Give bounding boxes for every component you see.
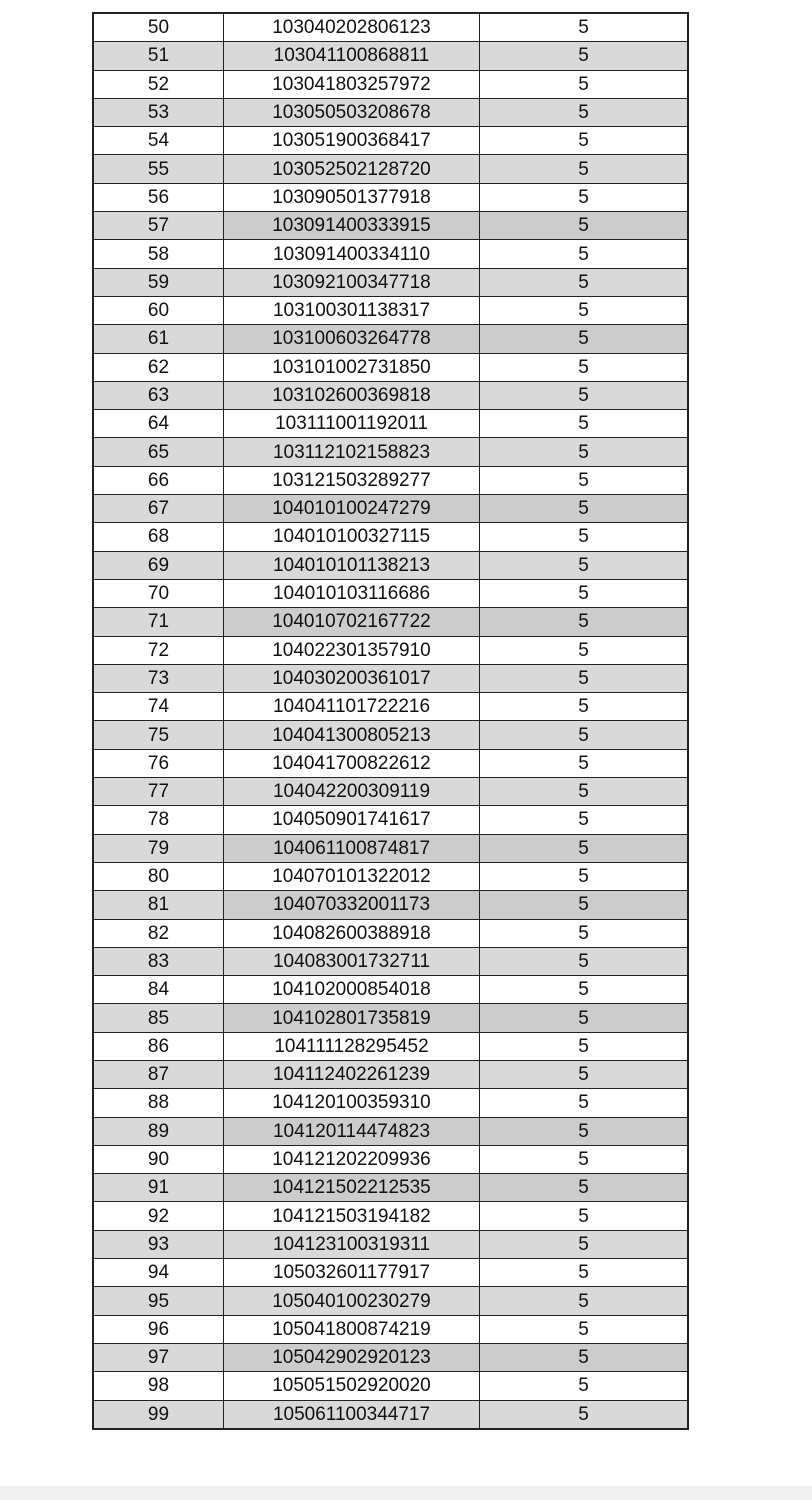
score-cell: 5 [480,438,689,466]
table-row [93,296,688,324]
score-cell: 5 [480,806,689,834]
table-row [93,1343,688,1371]
bottom-strip [0,1486,812,1500]
table-row [93,42,688,70]
row-number-cell: 99 [93,1400,224,1429]
score-cell: 5 [480,523,689,551]
id-cell: 104010101138213 [224,551,480,579]
table-row [93,919,688,947]
id-cell: 104120100359310 [224,1089,480,1117]
id-cell: 103052502128720 [224,155,480,183]
row-number-cell: 60 [93,296,224,324]
id-cell: 104030200361017 [224,664,480,692]
table-row [93,353,688,381]
id-cell: 103101002731850 [224,353,480,381]
row-number-cell: 51 [93,42,224,70]
table-row [93,1089,688,1117]
score-cell: 5 [480,579,689,607]
score-cell: 5 [480,127,689,155]
score-cell: 5 [480,1174,689,1202]
table-row [93,410,688,438]
row-number-cell: 93 [93,1230,224,1258]
id-cell: 104050901741617 [224,806,480,834]
id-cell: 104010100247279 [224,495,480,523]
table-row [93,664,688,692]
row-number-cell: 86 [93,1032,224,1060]
id-cell: 104041700822612 [224,749,480,777]
table-row [93,693,688,721]
score-cell: 5 [480,721,689,749]
score-cell: 5 [480,947,689,975]
row-number-cell: 53 [93,98,224,126]
table-row [93,976,688,1004]
row-number-cell: 76 [93,749,224,777]
table-row [93,1315,688,1343]
id-cell: 104022301357910 [224,636,480,664]
row-number-cell: 79 [93,834,224,862]
score-cell: 5 [480,664,689,692]
row-number-cell: 78 [93,806,224,834]
score-cell: 5 [480,1287,689,1315]
score-cell: 5 [480,353,689,381]
id-cell: 103100301138317 [224,296,480,324]
table-row [93,240,688,268]
score-cell: 5 [480,749,689,777]
table-row [93,466,688,494]
score-cell: 5 [480,296,689,324]
table-row [93,1117,688,1145]
row-number-cell: 55 [93,155,224,183]
table-row [93,183,688,211]
score-cell: 5 [480,466,689,494]
table-row [93,947,688,975]
score-cell: 5 [480,778,689,806]
table-row [93,1032,688,1060]
score-cell: 5 [480,1117,689,1145]
id-cell: 104010702167722 [224,608,480,636]
table-row [93,891,688,919]
score-cell: 5 [480,155,689,183]
row-number-cell: 74 [93,693,224,721]
row-number-cell: 65 [93,438,224,466]
table-row [93,636,688,664]
id-cell: 103112102158823 [224,438,480,466]
table-row [93,70,688,98]
id-cell: 105032601177917 [224,1259,480,1287]
table-row [93,1004,688,1032]
score-cell: 5 [480,1060,689,1088]
score-cell: 5 [480,13,689,42]
row-number-cell: 73 [93,664,224,692]
id-cell: 103090501377918 [224,183,480,211]
score-cell: 5 [480,381,689,409]
score-cell: 5 [480,1343,689,1371]
id-cell: 103040202806123 [224,13,480,42]
row-number-cell: 91 [93,1174,224,1202]
score-cell: 5 [480,862,689,890]
row-number-cell: 82 [93,919,224,947]
table-row [93,1202,688,1230]
id-cell: 103041100868811 [224,42,480,70]
id-cell: 104010103116686 [224,579,480,607]
table-row [93,721,688,749]
row-number-cell: 68 [93,523,224,551]
score-cell: 5 [480,42,689,70]
id-cell: 103121503289277 [224,466,480,494]
score-cell: 5 [480,1259,689,1287]
row-number-cell: 62 [93,353,224,381]
score-cell: 5 [480,1230,689,1258]
score-cell: 5 [480,1372,689,1400]
row-number-cell: 66 [93,466,224,494]
score-cell: 5 [480,1400,689,1429]
score-cell: 5 [480,212,689,240]
table-row [93,608,688,636]
id-cell: 104121202209936 [224,1145,480,1173]
row-number-cell: 71 [93,608,224,636]
id-cell: 105042902920123 [224,1343,480,1371]
row-number-cell: 89 [93,1117,224,1145]
id-cell: 103100603264778 [224,325,480,353]
table-row [93,1174,688,1202]
id-cell: 105061100344717 [224,1400,480,1429]
row-number-cell: 75 [93,721,224,749]
id-cell: 104070332001173 [224,891,480,919]
id-cell: 104010100327115 [224,523,480,551]
table-row [93,523,688,551]
table-row [93,268,688,296]
table-row [93,127,688,155]
id-cell: 104123100319311 [224,1230,480,1258]
table-row [93,381,688,409]
id-cell: 104121503194182 [224,1202,480,1230]
table-row [93,579,688,607]
id-cell: 103102600369818 [224,381,480,409]
id-cell: 104111128295452 [224,1032,480,1060]
id-cell: 104041101722216 [224,693,480,721]
score-cell: 5 [480,693,689,721]
score-cell: 5 [480,834,689,862]
row-number-cell: 88 [93,1089,224,1117]
id-cell: 104083001732711 [224,947,480,975]
score-cell: 5 [480,919,689,947]
row-number-cell: 57 [93,212,224,240]
id-cell: 104082600388918 [224,919,480,947]
table-row [93,778,688,806]
table-row [93,862,688,890]
table-row [93,1400,688,1429]
table-row [93,1060,688,1088]
table-row [93,495,688,523]
score-cell: 5 [480,1202,689,1230]
id-cell: 103051900368417 [224,127,480,155]
row-number-cell: 63 [93,381,224,409]
row-number-cell: 84 [93,976,224,1004]
id-cell: 104121502212535 [224,1174,480,1202]
row-number-cell: 58 [93,240,224,268]
row-number-cell: 95 [93,1287,224,1315]
id-cell: 105051502920020 [224,1372,480,1400]
row-number-cell: 69 [93,551,224,579]
score-cell: 5 [480,268,689,296]
row-number-cell: 72 [93,636,224,664]
row-number-cell: 50 [93,13,224,42]
score-cell: 5 [480,70,689,98]
row-number-cell: 83 [93,947,224,975]
id-cell: 104102000854018 [224,976,480,1004]
data-table [92,12,689,1430]
table-body [93,13,688,1429]
id-cell: 104041300805213 [224,721,480,749]
id-cell: 103041803257972 [224,70,480,98]
table-row [93,834,688,862]
table-row [93,551,688,579]
table-row [93,98,688,126]
score-cell: 5 [480,1032,689,1060]
row-number-cell: 98 [93,1372,224,1400]
table-row [93,1287,688,1315]
score-cell: 5 [480,183,689,211]
id-cell: 104042200309119 [224,778,480,806]
table-row [93,13,688,42]
row-number-cell: 90 [93,1145,224,1173]
id-cell: 103092100347718 [224,268,480,296]
id-cell: 103050503208678 [224,98,480,126]
row-number-cell: 92 [93,1202,224,1230]
row-number-cell: 70 [93,579,224,607]
id-cell: 104112402261239 [224,1060,480,1088]
row-number-cell: 96 [93,1315,224,1343]
table-row [93,1372,688,1400]
id-cell: 104120114474823 [224,1117,480,1145]
row-number-cell: 87 [93,1060,224,1088]
row-number-cell: 80 [93,862,224,890]
score-cell: 5 [480,1145,689,1173]
row-number-cell: 97 [93,1343,224,1371]
table-row [93,806,688,834]
id-cell: 104061100874817 [224,834,480,862]
score-cell: 5 [480,325,689,353]
score-cell: 5 [480,495,689,523]
id-cell: 104070101322012 [224,862,480,890]
score-cell: 5 [480,410,689,438]
table-row [93,438,688,466]
row-number-cell: 61 [93,325,224,353]
table-row [93,212,688,240]
row-number-cell: 52 [93,70,224,98]
score-cell: 5 [480,551,689,579]
score-cell: 5 [480,1004,689,1032]
id-cell: 103091400333915 [224,212,480,240]
score-cell: 5 [480,636,689,664]
id-cell: 103091400334110 [224,240,480,268]
id-cell: 105040100230279 [224,1287,480,1315]
score-cell: 5 [480,98,689,126]
row-number-cell: 77 [93,778,224,806]
score-cell: 5 [480,1089,689,1117]
row-number-cell: 54 [93,127,224,155]
row-number-cell: 56 [93,183,224,211]
row-number-cell: 85 [93,1004,224,1032]
row-number-cell: 59 [93,268,224,296]
table-row [93,325,688,353]
score-cell: 5 [480,608,689,636]
score-cell: 5 [480,240,689,268]
table-row [93,155,688,183]
id-cell: 103111001192011 [224,410,480,438]
table-row [93,1259,688,1287]
id-cell: 105041800874219 [224,1315,480,1343]
row-number-cell: 94 [93,1259,224,1287]
table-row [93,1145,688,1173]
id-cell: 104102801735819 [224,1004,480,1032]
score-cell: 5 [480,1315,689,1343]
row-number-cell: 64 [93,410,224,438]
table-row [93,749,688,777]
table-row [93,1230,688,1258]
score-cell: 5 [480,891,689,919]
row-number-cell: 67 [93,495,224,523]
row-number-cell: 81 [93,891,224,919]
score-cell: 5 [480,976,689,1004]
